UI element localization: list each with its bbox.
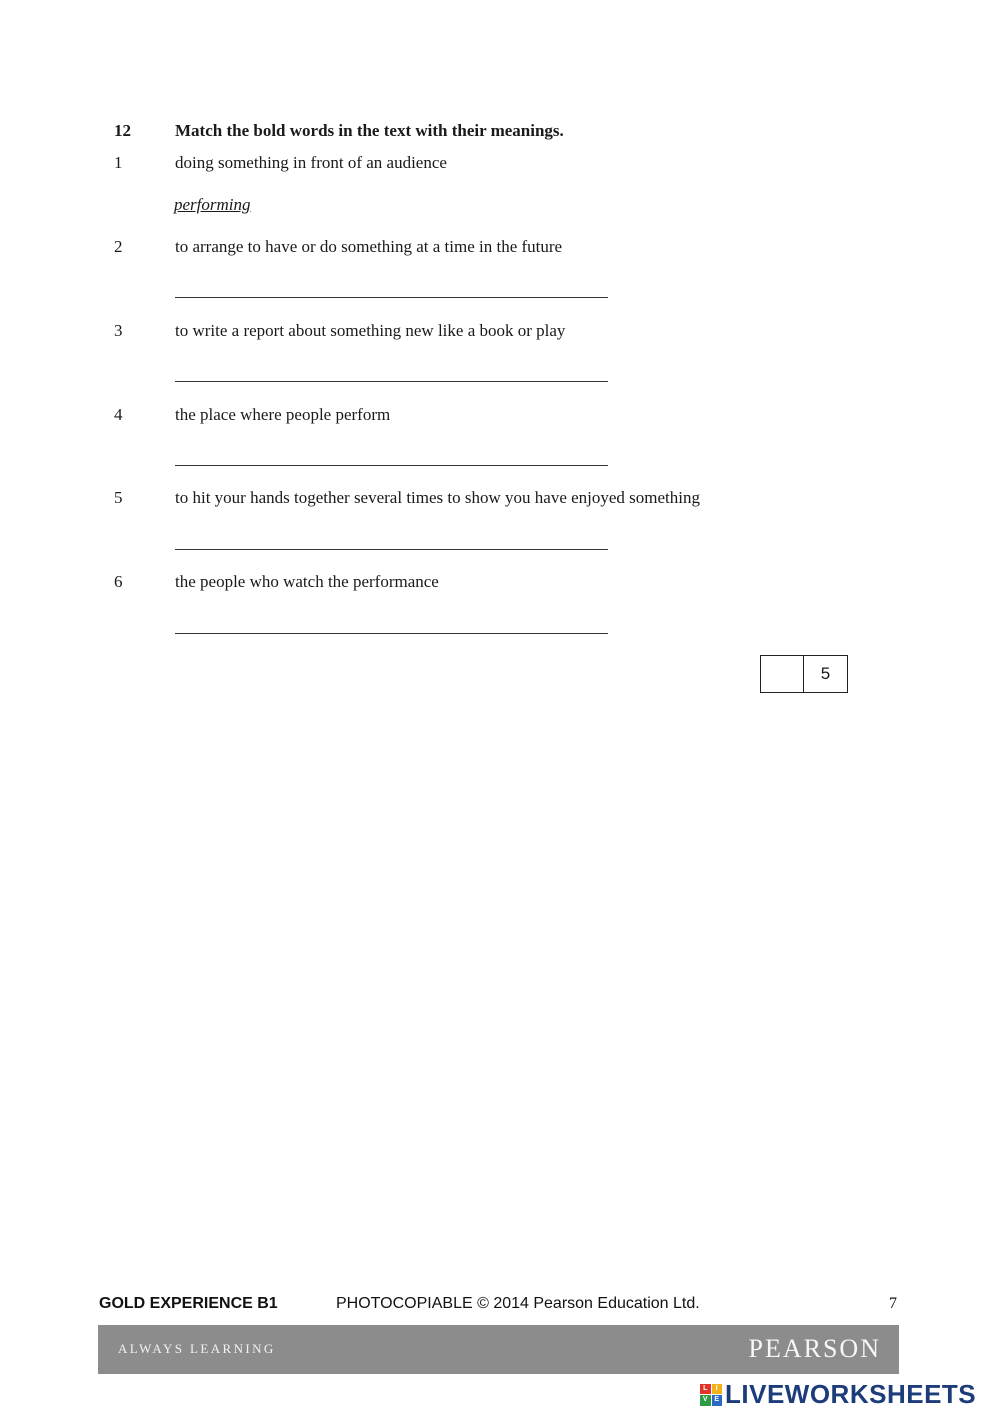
answer-line — [175, 549, 608, 550]
answer-input-6[interactable] — [175, 606, 612, 632]
liveworksheets-mark-icon — [700, 1384, 722, 1406]
liveworksheets-text: LIVEWORKSHEETS — [725, 1379, 977, 1409]
mark-letter: L — [700, 1384, 711, 1395]
item-definition: to arrange to have or do something at a time in the future — [175, 237, 563, 256]
answer-input-2[interactable] — [175, 270, 612, 296]
mark-letter: I — [712, 1384, 723, 1395]
score-total: 5 — [820, 664, 831, 683]
answer-input-4[interactable] — [175, 438, 612, 464]
item-number: 6 — [114, 572, 123, 591]
mark-letter: V — [700, 1395, 711, 1406]
item-definition: the place where people perform — [175, 405, 391, 424]
item-definition: to write a report about something new like a book or play — [175, 321, 566, 340]
publisher-band — [98, 1325, 899, 1374]
tagline: ALWAYS LEARNING — [118, 1341, 276, 1356]
item-number: 5 — [114, 488, 123, 507]
item-number: 3 — [114, 321, 123, 340]
score-earned-cell — [761, 656, 804, 692]
item-number: 4 — [114, 405, 123, 424]
answer-line — [175, 633, 608, 634]
item-definition: to hit your hands together several times to show you have enjoyed something — [175, 488, 701, 507]
item-definition: the people who watch the performance — [175, 572, 439, 591]
page-number: 7 — [889, 1295, 897, 1312]
answer-line — [175, 465, 608, 466]
answer-input-5[interactable] — [175, 522, 612, 548]
footer-book-title: GOLD EXPERIENCE B1 — [99, 1295, 278, 1312]
answer-line — [175, 297, 608, 298]
item-definition: doing something in front of an audience — [175, 153, 447, 172]
exercise-number: 12 — [114, 121, 131, 140]
score-box — [760, 655, 848, 693]
footer-copyright: PHOTOCOPIABLE © 2014 Pearson Education Ltd. — [336, 1295, 700, 1312]
mark-letter: E — [712, 1395, 723, 1406]
item-number: 1 — [114, 153, 123, 172]
liveworksheets-logo[interactable] — [700, 1379, 976, 1410]
exercise-title: Match the bold words in the text with their meanings. — [175, 121, 564, 140]
publisher-logo: PEARSON — [748, 1334, 881, 1363]
example-answer: performing — [174, 195, 251, 214]
answer-line — [175, 381, 608, 382]
answer-input-3[interactable] — [175, 354, 612, 380]
item-number: 2 — [114, 237, 123, 256]
